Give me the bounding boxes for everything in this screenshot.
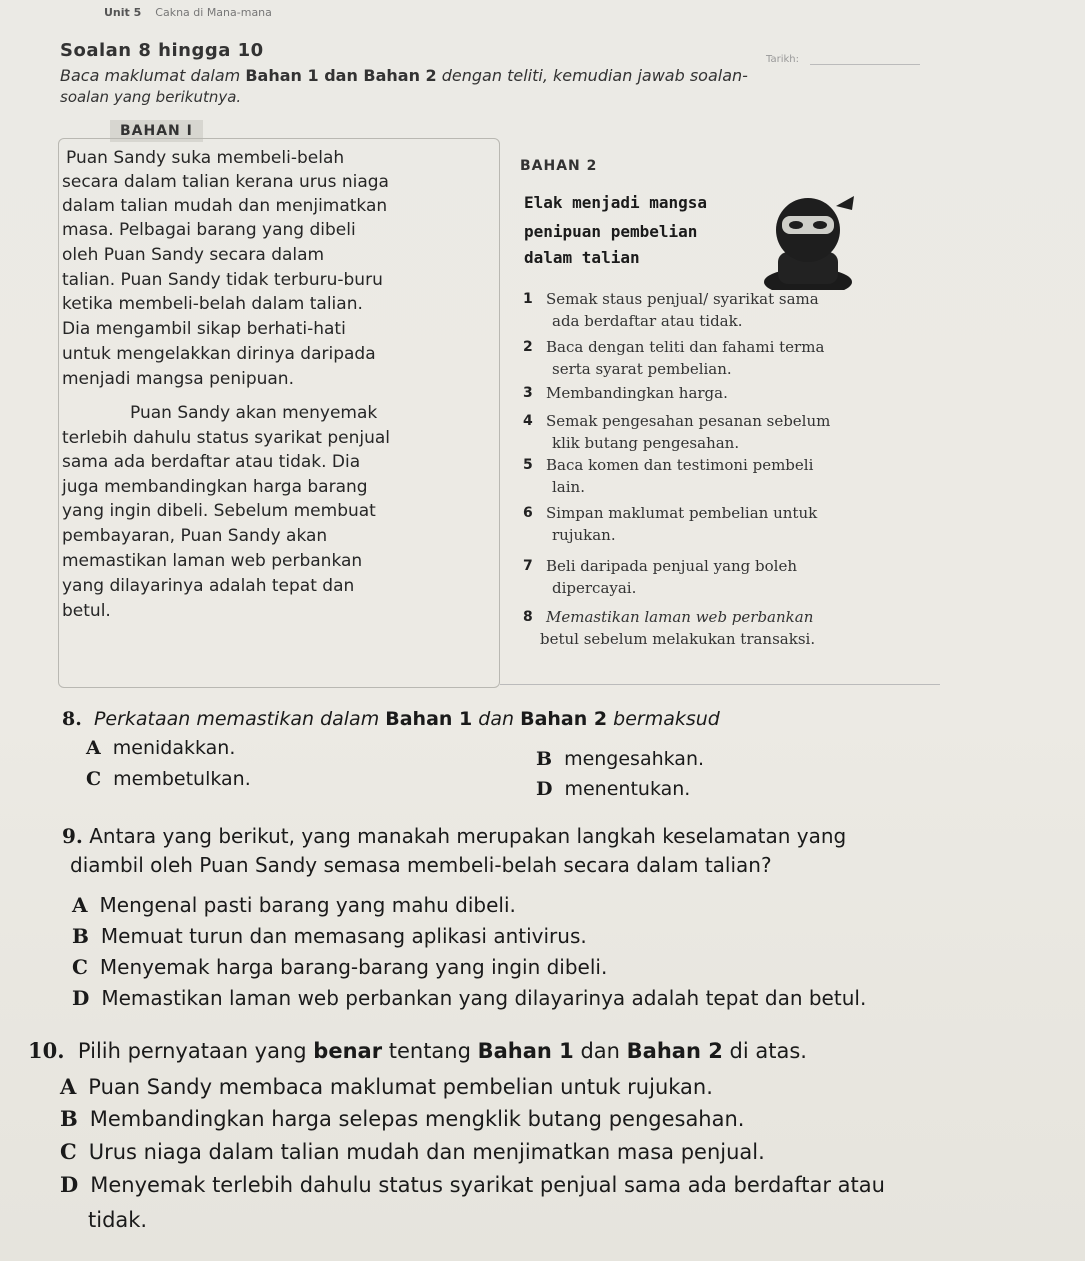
- q10-option-b[interactable]: [60, 1106, 744, 1131]
- date-line: [810, 64, 920, 65]
- bahan2-item-number: 8: [523, 609, 533, 625]
- option-letter: D: [72, 986, 90, 1010]
- option-letter: D: [536, 778, 553, 800]
- bahan1-line: oleh Puan Sandy secara dalam: [62, 245, 325, 265]
- q10-post: di atas.: [722, 1039, 807, 1063]
- option-letter: B: [60, 1106, 78, 1131]
- q9-option-b[interactable]: [72, 924, 587, 948]
- option-text: Puan Sandy membaca maklumat pembelian untuk rujukan.: [88, 1075, 713, 1099]
- section-title: Soalan 8 hingga 10: [60, 40, 264, 61]
- instruction-post: dengan teliti, kemudian jawab soalan-: [436, 66, 748, 85]
- option-text: Memuat turun dan memasang aplikasi antivirus.: [100, 924, 587, 948]
- bahan1-line: sama ada berdaftar atau tidak. Dia: [62, 452, 361, 472]
- bahan2-item-text: Semak pengesahan pesanan sebelum: [546, 412, 831, 430]
- bahan1-line: untuk mengelakkan dirinya daripada: [62, 344, 376, 364]
- q10-option-d-continued: tidak.: [88, 1208, 148, 1232]
- bahan2-item-text: rujukan.: [552, 526, 616, 544]
- option-text: Menyemak terlebih dahulu status syarikat penjual sama ada berdaftar atau: [90, 1173, 885, 1197]
- q9-option-d[interactable]: [72, 986, 866, 1010]
- bahan2-title-line-3: dalam talian: [524, 248, 640, 267]
- bahan2-item-text: ada berdaftar atau tidak.: [552, 312, 743, 330]
- q9-text-1: Antara yang berikut, yang manakah merupakan langkah keselamatan yang: [89, 824, 847, 848]
- bahan2-title-line-1: Elak menjadi mangsa: [524, 193, 708, 212]
- option-text: Urus niaga dalam talian mudah dan menjimatkan masa penjual.: [88, 1140, 765, 1164]
- bahan1-line: Puan Sandy akan menyemak: [130, 403, 378, 423]
- option-letter: C: [60, 1139, 77, 1164]
- q10-mid2: dan: [573, 1039, 627, 1063]
- option-letter: D: [60, 1172, 79, 1197]
- bahan2-bottom-rule: [500, 684, 940, 685]
- bahan2-item-number: 6: [523, 505, 533, 521]
- bahan2-item-number: 7: [523, 558, 533, 574]
- bahan2-item-text: Beli daripada penjual yang boleh: [546, 557, 798, 575]
- option-letter: A: [86, 737, 101, 759]
- option-letter: A: [72, 893, 88, 917]
- option-text: menidakkan.: [112, 737, 236, 759]
- option-text: Mengenal pasti barang yang mahu dibeli.: [99, 893, 516, 917]
- bahan1-line: dalam talian mudah dan menjimatkan: [62, 196, 388, 216]
- bahan2-item-text: serta syarat pembelian.: [552, 360, 732, 378]
- option-letter: B: [536, 748, 553, 770]
- bahan1-label: BAHAN I: [110, 120, 203, 142]
- bahan2-item-text: Semak staus penjual/ syarikat sama: [546, 290, 819, 308]
- option-text: mengesahkan.: [564, 748, 705, 770]
- option-letter: A: [60, 1074, 77, 1099]
- bahan1-line: Puan Sandy suka membeli-belah: [66, 148, 345, 168]
- option-letter: C: [72, 955, 88, 979]
- option-letter: C: [86, 768, 102, 790]
- masked-thief-icon: [760, 190, 856, 290]
- instruction-line-2: soalan yang berikutnya.: [60, 88, 242, 106]
- bahan2-item-number: 5: [523, 457, 533, 473]
- bahan2-label: BAHAN 2: [520, 158, 598, 174]
- option-text: Menyemak harga barang-barang yang ingin dibeli.: [99, 955, 608, 979]
- bahan1-line: yang ingin dibeli. Sebelum membuat: [62, 501, 376, 521]
- bahan1-line: yang dilayarinya adalah tepat dan: [62, 576, 355, 596]
- bahan1-line: terlebih dahulu status syarikat penjual: [62, 428, 391, 448]
- bahan2-title-line-2: penipuan pembelian: [524, 222, 698, 241]
- q10-option-d[interactable]: [60, 1172, 885, 1197]
- q8-mid: dan: [472, 708, 521, 730]
- bahan1-line: menjadi mangsa penipuan.: [62, 369, 294, 389]
- question-9-line-1: [62, 824, 846, 848]
- bahan2-item-text: betul sebelum melakukan transaksi.: [540, 630, 816, 648]
- question-10-number: 10.: [28, 1038, 65, 1063]
- bahan2-item-text: Membandingkan harga.: [546, 384, 728, 402]
- q10-mid1: tentang: [382, 1039, 478, 1063]
- bahan2-item-text: Memastikan laman web perbankan: [546, 608, 814, 626]
- q8-option-d[interactable]: [536, 778, 690, 800]
- bahan1-line: Dia mengambil sikap berhati-hati: [62, 319, 346, 339]
- option-text: Memastikan laman web perbankan yang dilayarinya adalah tepat dan betul.: [101, 986, 867, 1010]
- bahan2-item-text: Baca komen dan testimoni pembeli: [546, 456, 814, 474]
- instruction-line-1: [60, 66, 748, 85]
- question-8: [62, 708, 720, 730]
- q8-option-b[interactable]: [536, 748, 704, 770]
- q10-option-c[interactable]: [60, 1139, 765, 1164]
- q8-pre: Perkataan memastikan dalam: [93, 708, 386, 730]
- bahan2-item-text: Baca dengan teliti dan fahami terma: [546, 338, 825, 356]
- unit-title: Cakna di Mana-mana: [155, 6, 272, 19]
- bahan2-item-number: 4: [523, 413, 533, 429]
- bahan2-item-number: 1: [523, 291, 533, 307]
- bahan1-line: juga membandingkan harga barang: [62, 477, 368, 497]
- q8-option-c[interactable]: [86, 768, 251, 790]
- bahan1-line: ketika membeli-belah dalam talian.: [62, 294, 363, 314]
- q9-option-c[interactable]: [72, 955, 607, 979]
- option-text: menentukan.: [564, 778, 691, 800]
- q8-post: bermaksud: [607, 708, 720, 730]
- instruction-bold: Bahan 1 dan Bahan 2: [245, 66, 437, 85]
- q8-bold1: Bahan 1: [385, 708, 473, 730]
- bahan1-line: masa. Pelbagai barang yang dibeli: [62, 220, 356, 240]
- q10-option-a[interactable]: [60, 1074, 713, 1099]
- bahan2-item-text: dipercayai.: [552, 579, 637, 597]
- bahan1-line: pembayaran, Puan Sandy akan: [62, 526, 328, 546]
- bahan2-item-number: 3: [523, 385, 533, 401]
- q10-bold-benar: benar: [313, 1039, 383, 1063]
- bahan2-item-text: Simpan maklumat pembelian untuk: [546, 504, 818, 522]
- bahan2-item-number: 2: [523, 339, 533, 355]
- bahan2-item-text: lain.: [552, 478, 585, 496]
- instruction-pre: Baca maklumat dalam: [60, 66, 246, 85]
- q9-option-a[interactable]: [72, 893, 516, 917]
- option-text: Membandingkan harga selepas mengklik butang pengesahan.: [89, 1107, 745, 1131]
- option-letter: B: [72, 924, 89, 948]
- bahan1-line: secara dalam talian kerana urus niaga: [62, 172, 389, 192]
- question-8-number: 8.: [62, 708, 82, 730]
- option-text: membetulkan.: [113, 768, 251, 790]
- bahan1-line: betul.: [62, 601, 111, 621]
- q10-bold-bahan1: Bahan 1: [477, 1039, 574, 1063]
- question-9-line-2: diambil oleh Puan Sandy semasa membeli-belah secara dalam talian?: [70, 853, 772, 877]
- unit-header: [104, 6, 272, 19]
- q8-bold2: Bahan 2: [520, 708, 608, 730]
- unit-number: Unit 5: [104, 6, 142, 19]
- q10-pre: Pilih pernyataan yang: [77, 1039, 314, 1063]
- bahan1-line: talian. Puan Sandy tidak terburu-buru: [62, 270, 383, 290]
- question-9-number: 9.: [62, 824, 83, 848]
- q8-option-a[interactable]: [86, 737, 235, 759]
- bahan2-item-text: klik butang pengesahan.: [552, 434, 740, 452]
- question-10: [28, 1038, 807, 1063]
- q10-bold-bahan2: Bahan 2: [626, 1039, 723, 1063]
- date-label: Tarikh:: [766, 54, 799, 65]
- bahan1-line: memastikan laman web perbankan: [62, 551, 363, 571]
